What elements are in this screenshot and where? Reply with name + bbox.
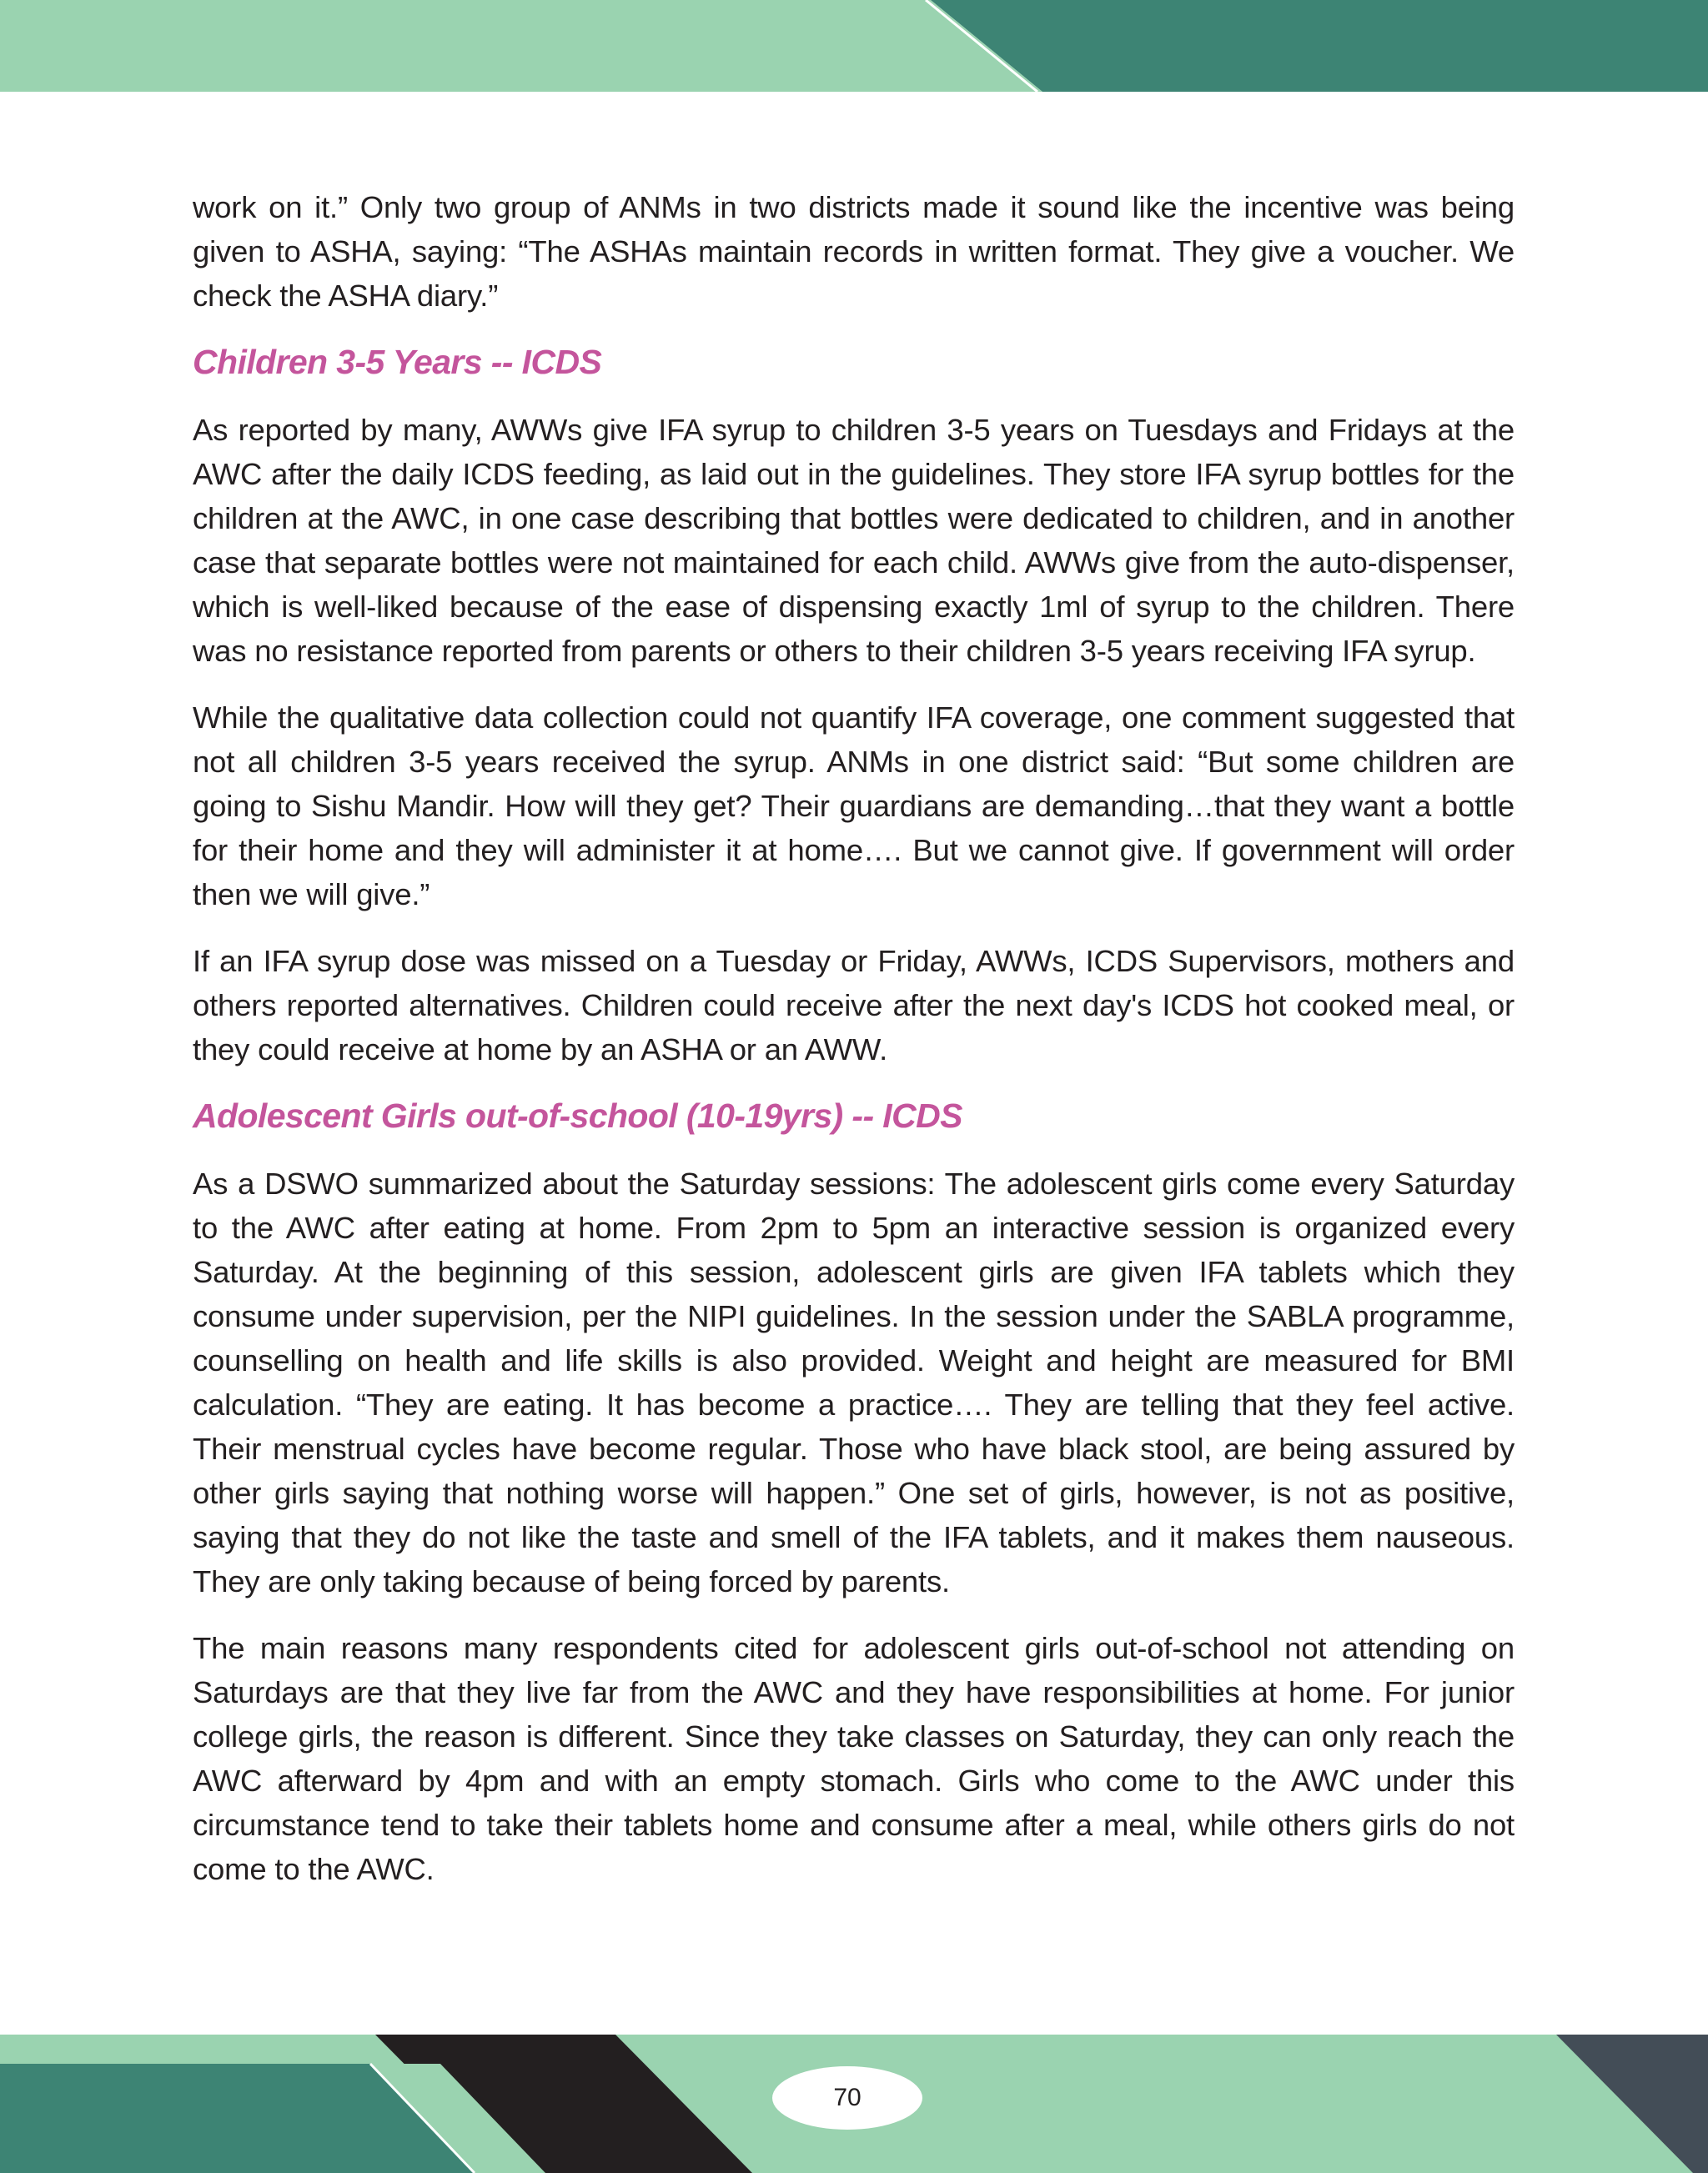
page-number: 70 [772,2066,922,2130]
top-band-dark-teal [931,0,1708,92]
document-body [193,185,1515,1914]
top-decorative-band [0,0,1708,92]
paragraph-saturday-sessions: As a DSWO summarized about the Saturday sessions: The adolescent girls come every Saturday to the AWC after eating at home. From 2pm to 5pm an interactive session is organized every Saturday. At the beginning of this session, adolescent girls are given IFA tablets which they consume under supervision, per the NIPI guidelines. In the session under the SABLA programme, counselling on health and life skills is also provided. Weight and height are measured for BMI calculation. “They are eating. It has become a practice…. They are telling that they feel active. Their menstrual cycles have become regular. Those who have black stool, are being assured by other girls saying that nothing worse will happen.” One set of girls, however, is not as positive, saying that they do not like the taste and smell of the IFA tablets, and it makes them nauseous. They are only taking because of being forced by parents. [193,1167,1515,1598]
heading-adolescent-girls: Adolescent Girls out-of-school (10-19yrs) -- ICDS [193,1097,962,1135]
paragraph-missed-dose: If an IFA syrup dose was missed on a Tuesday or Friday, AWWs, ICDS Supervisors, mothers and others reported alternatives. Children could receive after the next day's ICDS hot cooked meal, or they could receive at home by an ASHA or an AWW. [193,944,1515,1066]
heading-children-3-5-years: Children 3-5 Years -- ICDS [193,343,602,381]
paragraph-ifa-syrup-distribution: As reported by many, AWWs give IFA syrup to children 3-5 years on Tuesdays and Fridays at the AWC after the daily ICDS feeding, as laid out in the guidelines. They store IFA syrup bottles for the children at the AWC, in one case describing that bottles were dedicated to children, and in another case that separate bottles were not maintained for each child. AWWs give from the auto-dispenser, which is well-liked because of the ease of dispensing exactly 1ml of syrup to the children. There was no resistance reported from parents or others to their children 3-5 years receiving IFA syrup. [193,413,1515,668]
paragraph-asha-records: work on it.” Only two group of ANMs in two districts made it sound like the incentive was being given to ASHA, saying: “The ASHAs maintain records in written format. They give a voucher. We check the ASHA diary.” [193,190,1515,313]
paragraph-attendance-reasons: The main reasons many respondents cited for adolescent girls out-of-school not attending on Saturdays are that they live far from the AWC and they have responsibilities at home. For junior college girls, the reason is different. Since they take classes on Saturday, they can only reach the AWC afterward by 4pm and with an empty stomach. Girls who come to the AWC under this circumstance tend to take their tablets home and consume after a meal, while others girls do not come to the AWC. [193,1631,1515,1886]
paragraph-ifa-coverage: While the qualitative data collection could not quantify IFA coverage, one comment suggested that not all children 3-5 years received the syrup. ANMs in one district said: “But some children are going to Sishu Mandir. How will they get? Their guardians are demanding…that they want a bottle for their home and they will administer it at home…. But we cannot give. If government will order then we will give.” [193,700,1515,911]
top-band-light-green [0,0,1042,92]
